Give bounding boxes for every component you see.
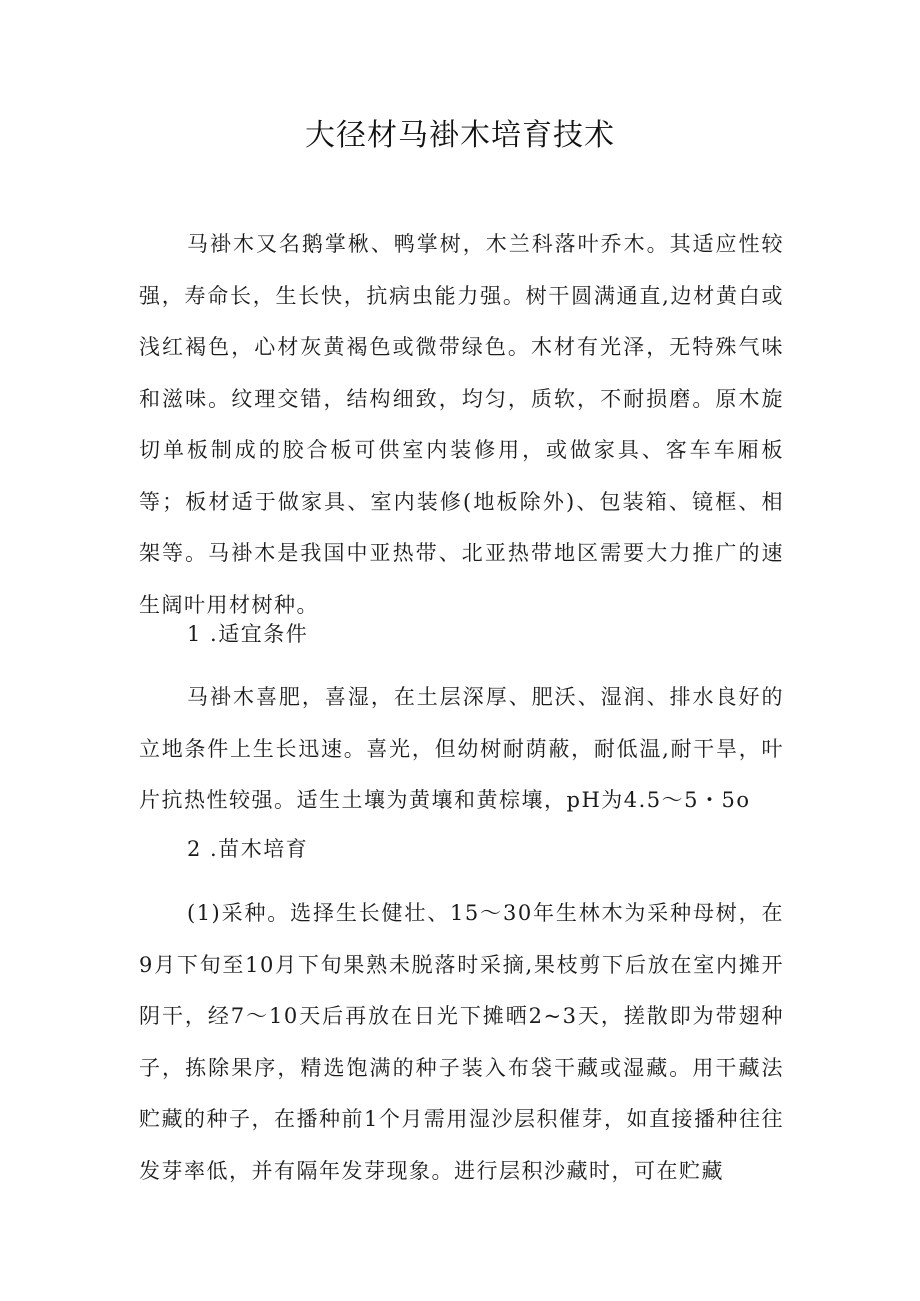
intro-paragraph: 马褂木又名鹅掌楸、鸭掌树，木兰科落叶乔木。其适应性较强，寿命长，生长快，抗病虫能力强。树干圆满通直,边材黄白或浅红褐色，心材灰黄褐色或微带绿色。木材有光泽，无特殊气味和滋味。纹理交错，结构细致，均匀，质软，不耐损磨。原木旋切单板制成的胶合板可供室内装修用，或做家具、客车车厢板等；板材适于做家具、室内装修(地板除外)、包装箱、镜框、相架等。马褂木是我国中亚热带、北亚热带地区需要大力推广的速生阔叶用材树种。 [139, 232, 784, 617]
section-heading-suitable-conditions: 1 .适宜条件 [187, 622, 309, 646]
suitable-conditions-paragraph: 马褂木喜肥，喜湿，在土层深厚、肥沃、湿润、排水良好的立地条件上生长迅速。喜光，但幼树耐荫蔽，耐低温,耐干旱，叶片抗热性较强。适生土壤为黄壤和黄棕壤，pH为4.5〜5・5o [139, 685, 784, 812]
section-heading-seedling-cultivation: 2 .苗木培育 [187, 837, 309, 861]
document-title: 大径材马褂木培育技术 [305, 118, 615, 153]
seed-collection-paragraph: (1)采种。选择生长健壮、15〜30年生林木为采种母树，在9月下旬至10月下旬果熟未脱落时采摘,果枝剪下后放在室内摊开阴干，经7〜10天后再放在日光下摊晒2~3天，搓散即为带翅种子，拣除果序，精选饱满的种子装入布袋干藏或湿藏。用干藏法贮藏的种子，在播种前1个月需用湿沙层积催芽，如直接播种往往发芽率低，并有隔年发芽现象。进行层积沙藏时，可在贮藏 [139, 901, 784, 1183]
